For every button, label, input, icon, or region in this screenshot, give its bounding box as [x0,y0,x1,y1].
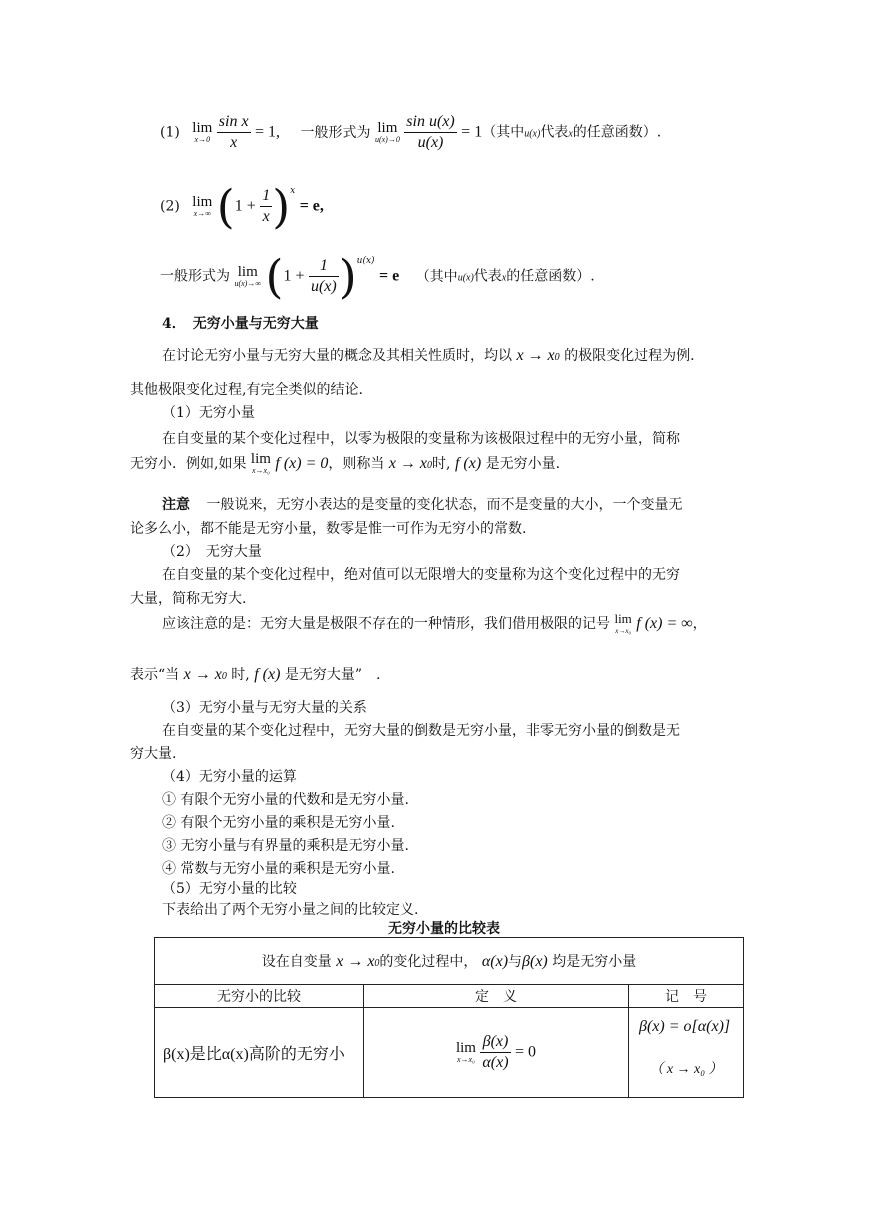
paragraph-line: 穷大量. [130,746,177,762]
note-var: u(x) [524,128,541,140]
paragraph-line: 在自变量的某个变化过程中，绝对值可以无限增大的变量称为这个变化过程中的无穷 [162,567,680,583]
exponent: u(x) [356,255,375,266]
comparison-table [154,937,744,1098]
table-cell: β(x)是比α(x)高阶的无穷小 [155,1008,364,1098]
note-line: 注意 一般说来，无穷小表达的是变量的变化状态，而不是变量的大小，一个变量无 [162,497,683,513]
subsection-title: （5）无穷小量的比较 [162,881,297,897]
note-text: （其中 [482,124,525,141]
limit-operator: lim u(x)→∞ [234,263,262,288]
paragraph-line: 表示“当 x → x0 时, f (x) 是无穷大量” . [130,666,381,683]
limit-operator: lim u(x)→0 [374,119,400,144]
table-header-row [155,938,744,985]
paragraph-line: 在自变量的某个变化过程中，以零为极限的变量称为该极限过程中的无穷小量，简称 [162,431,680,447]
formula-2-general: 一般形式为 lim u(x)→∞ (1 + $\frac{1}{u(x)}$ )$^{u(x)}$ = e （其中u(x)代表x的任意函数）. [160,249,595,304]
subsection-title: （4）无穷小量的运算 [162,769,297,785]
column-header: 定 义 [364,985,629,1008]
section-intro: 在讨论无穷小量与无穷大量的概念及其相关性质时，均以 x → x0 的极限变化过程为例. [162,347,695,364]
paragraph-line: 大量，简称无穷大. [130,591,247,607]
limit-operator: lim x→x₀ [614,611,632,635]
limit-operator: lim x→x₀ [455,1039,476,1064]
one-plus: 1 + [283,267,305,285]
limit-operator: lim x→∞ [192,193,213,218]
subsection-title: （3）无穷小量与无穷大量的关系 [162,700,367,716]
section-intro-line2: 其他极限变化过程,有完全类似的结论. [130,382,363,398]
general-form-label: 一般形式为 [160,268,230,285]
table-row [155,985,744,1008]
note-text: （其中 [415,268,458,285]
note-var: x [501,272,507,284]
table-caption: 无穷小量的比较表 [388,921,500,937]
formula-1 [160,112,661,153]
limit-operator: lim x→0 [192,119,213,144]
exponent: x [290,185,296,196]
note-var: u(x) [457,272,474,284]
limit-operator: lim x→x₀ [250,451,271,475]
subsection-title: （1）无穷小量 [162,405,255,421]
paragraph-line: 应该注意的是：无穷大量是极限不存在的一种情形，我们借用极限的记号 lim x→x₀ f (x) = ∞， [162,611,707,635]
paragraph-line: 下表给出了两个无穷小量之间的比较定义. [162,902,419,918]
note-text: 代表 [540,124,569,141]
paragraph-line: 在自变量的某个变化过程中，无穷大量的倒数是无穷小量，非零无穷小量的倒数是无 [162,723,680,739]
formula-result: = e [379,267,400,285]
column-header: 记 号 [629,985,744,1008]
one-plus: 1 + [234,197,256,215]
formula-2: (2) lim x→∞ (1 + $\frac{1}{x}$ )$^x$ = e, [160,179,324,234]
subsection-title: （2） 无穷大量 [162,544,262,560]
note-line: 论多么小，都不能是无穷小量，数零是惟一可作为无穷小的常数. [130,521,527,537]
table-cell: lim x→x₀ $\frac{\beta(x)}{\alpha(x)}$ = 0 [364,1008,629,1098]
list-item: ① 有限个无穷小量的代数和是无穷小量. [162,792,409,808]
formula-result: = e, [299,197,324,215]
fraction: $\frac{\text{sin x}}{x}$ [218,113,249,151]
section-heading: 4． 无穷小量与无穷大量 [162,316,319,332]
formula-label: (1) [160,124,180,141]
note-text: 的任意函数）. [572,124,662,141]
note-text: 代表 [473,268,502,285]
list-item: ④ 常数与无穷小量的乘积是无穷小量. [162,861,395,877]
formula-label: (2) [160,198,180,215]
fraction: $\frac{\beta(x)}{\alpha(x)}$ [482,1033,509,1071]
list-item: ③ 无穷小量与有界量的乘积是无穷小量. [162,838,409,854]
fraction: $\frac{\text{sin u(x)}}{u(x)}$ [406,113,455,151]
note-text: 的任意函数）. [506,268,595,285]
formula-result: = 1, [255,123,281,141]
note-var: x [568,128,573,140]
list-item: ② 有限个无穷小量的乘积是无穷小量. [162,815,395,831]
table-header-cell: 设在自变量 x → x0的变化过程中， α(x)与β(x) 均是无穷小量 [155,938,744,985]
fraction: $\frac{1}{x}$ [262,187,271,225]
paragraph-line: 无穷小．例如,如果 lim x→x₀ f (x) = 0，则称当 x → x0时, f (x) 是无穷小量. [130,451,561,475]
formula-result: = 1 [461,123,483,141]
column-header: 无穷小的比较 [155,985,364,1008]
note-label: 注意 [162,497,190,513]
table-cell: β(x) = o[α(x)] （ x → x₀ ） [629,1008,744,1098]
table-row [155,1008,744,1098]
general-form-label: 一般形式为 [300,124,371,141]
fraction: $\frac{1}{u(x)}$ [310,257,337,295]
